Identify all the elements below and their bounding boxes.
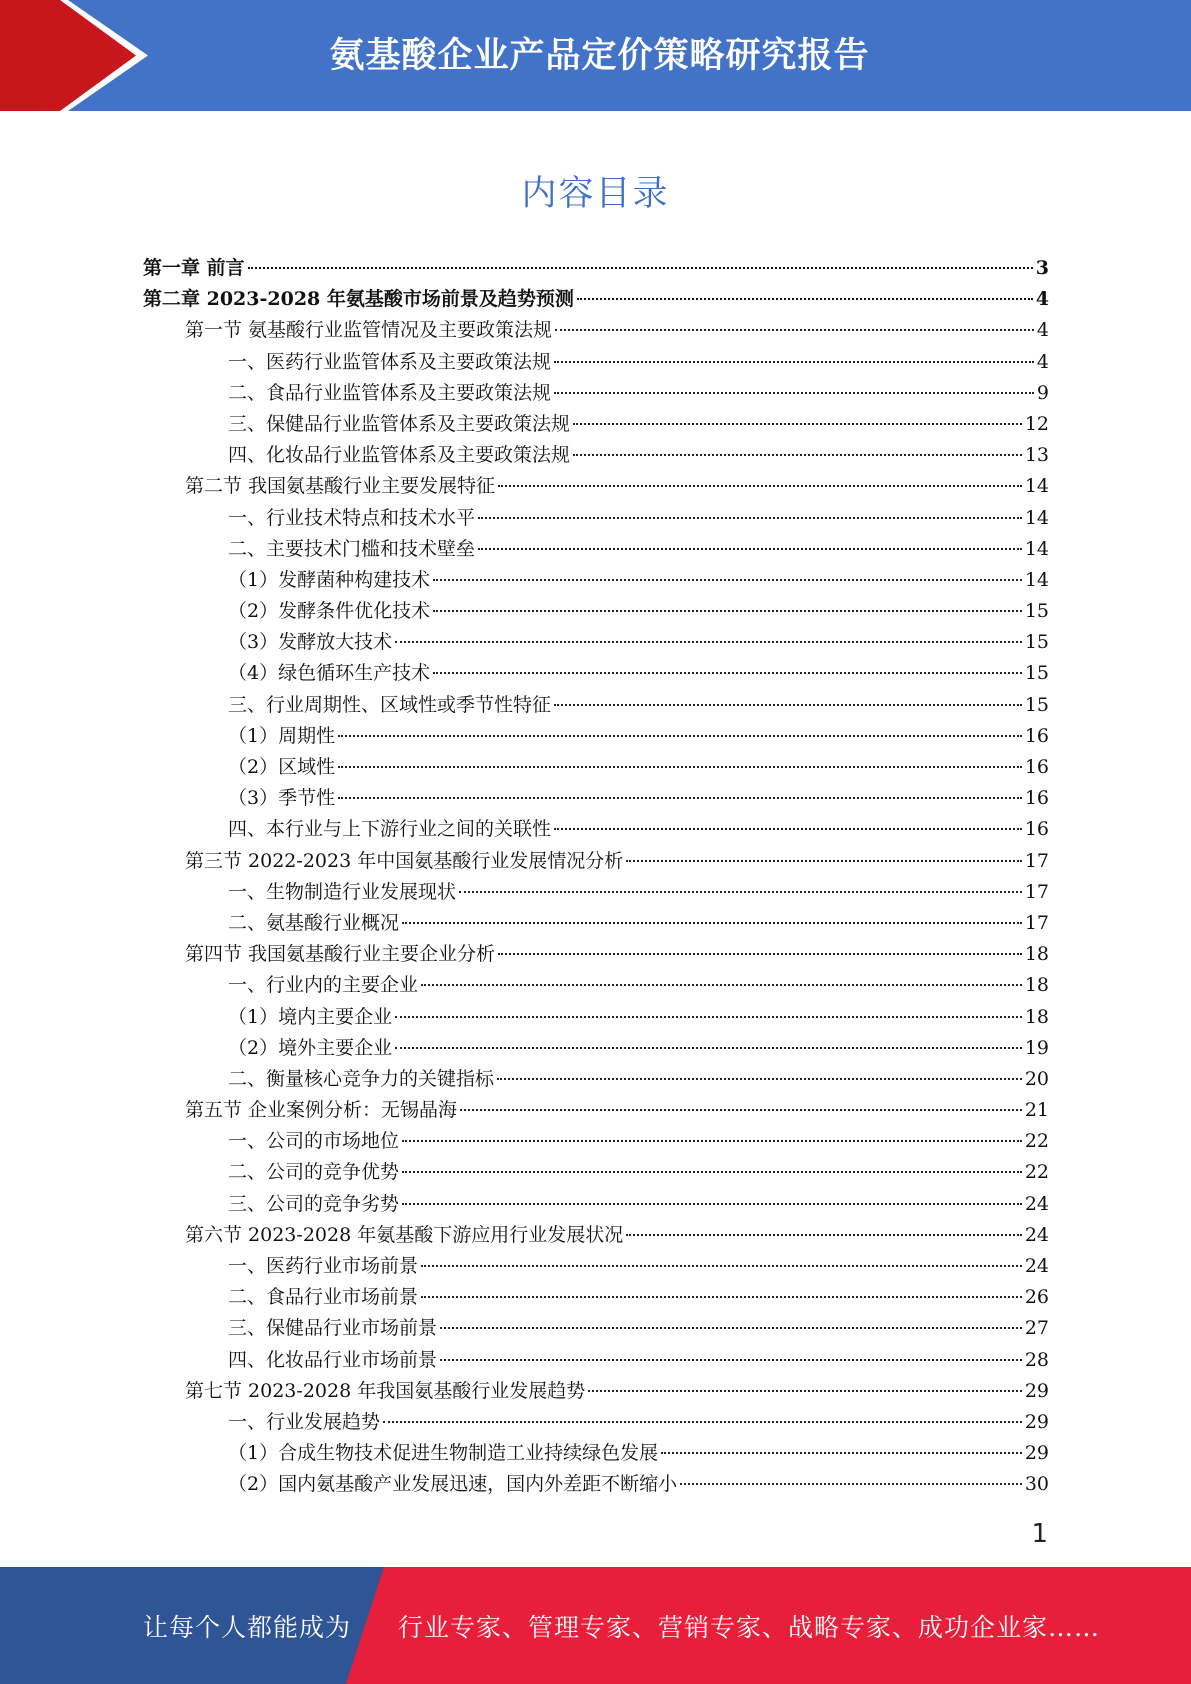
toc-entry[interactable] [143,1345,1049,1376]
toc-entry[interactable] [143,503,1049,534]
toc-entry[interactable] [143,970,1049,1001]
toc-entry-label: 二、公司的竞争优势 [228,1161,400,1184]
toc-entry-page: 9 [1036,381,1049,404]
toc-dot-leader [577,298,1033,300]
toc-entry-label: 一、行业技术特点和技术水平 [228,506,476,529]
toc-entry[interactable] [143,347,1049,378]
toc-entry[interactable] [143,846,1049,877]
toc-dot-leader [248,267,1033,269]
toc-entry[interactable] [143,440,1049,471]
table-of-contents [143,253,1049,1501]
toc-entry-label: 一、行业内的主要企业 [228,974,419,997]
footer-slogan-right: 行业专家、管理专家、营销专家、战略专家、成功企业家…… [398,1613,1101,1642]
toc-entry-page: 17 [1024,880,1049,903]
toc-entry-label: 四、化妆品行业监管体系及主要政策法规 [228,444,571,467]
toc-entry-page: 26 [1024,1286,1049,1309]
toc-entry[interactable] [143,721,1049,752]
toc-dot-leader [478,517,1022,519]
toc-dot-leader [395,1047,1022,1049]
toc-dot-leader [555,329,1034,331]
toc-entry-label: （4）绿色循环生产技术 [228,662,431,685]
toc-entry-page: 27 [1024,1317,1049,1340]
page-number: 1 [1031,1519,1048,1549]
toc-entry-page: 4 [1035,288,1049,311]
toc-entry[interactable] [143,1313,1049,1344]
toc-dot-leader [573,454,1022,456]
toc-entry[interactable] [143,253,1049,284]
toc-entry-page: 20 [1024,1067,1049,1090]
toc-entry-page: 14 [1024,568,1049,591]
toc-entry[interactable] [143,1220,1049,1251]
toc-dot-leader [421,1265,1022,1267]
toc-entry-page: 15 [1024,631,1049,654]
toc-dot-leader [402,1203,1022,1205]
footer-slogan-left: 让每个人都能成为 [143,1613,352,1642]
toc-entry-label: 第一节 氨基酸行业监管情况及主要政策法规 [185,319,553,342]
toc-entry-page: 16 [1024,756,1049,778]
toc-entry[interactable] [143,1282,1049,1313]
toc-entry-page: 14 [1024,475,1049,498]
toc-entry[interactable] [143,1438,1049,1469]
toc-entry-page: 16 [1024,818,1049,841]
toc-entry-label: （3）季节性 [228,787,336,810]
toc-dot-leader [459,891,1022,893]
toc-entry-page: 29 [1024,1442,1049,1465]
toc-dot-leader [421,984,1022,986]
toc-entry[interactable] [143,752,1049,783]
toc-dot-leader [402,1171,1022,1173]
toc-entry-page: 18 [1024,1005,1049,1028]
toc-dot-leader [383,1421,1022,1423]
toc-entry[interactable] [143,1407,1049,1438]
toc-dot-leader [498,485,1022,487]
toc-entry-label: （2）境外主要企业 [228,1036,393,1059]
toc-dot-leader [433,672,1022,674]
toc-entry[interactable] [143,409,1049,440]
toc-entry[interactable] [143,1469,1049,1500]
toc-entry-page: 14 [1024,537,1049,560]
toc-entry-label: 第二节 我国氨基酸行业主要发展特征 [185,475,496,498]
toc-entry[interactable] [143,565,1049,596]
toc-dot-leader [395,1016,1022,1018]
toc-dot-leader [433,579,1022,581]
toc-entry-label: 三、保健品行业监管体系及主要政策法规 [228,412,571,435]
toc-entry-page: 18 [1024,943,1049,966]
toc-dot-leader [478,548,1022,550]
toc-entry[interactable] [143,690,1049,721]
toc-entry-page: 15 [1024,693,1049,716]
toc-dot-leader [402,922,1022,924]
toc-entry-label: （1）周期性 [228,724,336,747]
toc-entry-page: 15 [1024,600,1049,623]
toc-entry-page: 17 [1024,849,1049,872]
toc-entry-page: 18 [1024,974,1049,997]
toc-entry-label: 第四节 我国氨基酸行业主要企业分析 [185,943,496,966]
toc-dot-leader [440,1359,1022,1361]
toc-entry[interactable] [143,1189,1049,1220]
toc-entry-page: 24 [1024,1223,1049,1246]
toc-entry-label: 一、医药行业监管体系及主要政策法规 [228,350,552,373]
toc-entry-page: 13 [1024,444,1049,467]
toc-entry-label: （2）国内氨基酸产业发展迅速，国内外差距不断缩小 [228,1473,678,1496]
toc-entry[interactable] [143,1157,1049,1188]
toc-entry-label: 一、医药行业市场前景 [228,1255,419,1277]
toc-dot-leader [680,1483,1022,1485]
toc-dot-leader [554,361,1034,363]
toc-dot-leader [588,1390,1022,1392]
toc-entry-page: 4 [1036,319,1049,342]
toc-entry[interactable] [143,1251,1049,1282]
header-banner [0,0,1191,111]
toc-entry[interactable] [143,877,1049,908]
toc-dot-leader [554,392,1034,394]
toc-entry-page: 12 [1024,412,1049,435]
toc-entry[interactable] [143,783,1049,814]
toc-entry[interactable] [143,658,1049,689]
toc-entry[interactable] [143,315,1049,346]
toc-entry-label: （3）发酵放大技术 [228,631,393,654]
toc-entry-page: 30 [1024,1473,1049,1496]
toc-entry-label: 二、氨基酸行业概况 [228,911,400,934]
toc-entry-label: 二、食品行业监管体系及主要政策法规 [228,381,552,404]
toc-entry-page: 16 [1024,787,1049,810]
toc-entry[interactable] [143,627,1049,658]
toc-entry-page: 21 [1024,1099,1049,1122]
toc-entry-page: 22 [1024,1130,1049,1153]
report-title: 氨基酸企业产品定价策略研究报告 [329,36,870,76]
toc-dot-leader [460,1109,1022,1111]
toc-entry[interactable] [143,378,1049,409]
toc-entry-page: 28 [1024,1348,1049,1371]
toc-entry-page: 3 [1035,257,1049,279]
toc-entry-page: 24 [1024,1255,1049,1277]
toc-entry-label: 第七节 2023-2028 年我国氨基酸行业发展趋势 [185,1379,586,1402]
toc-entry-page: 24 [1024,1192,1049,1215]
toc-entry-label: 第六节 2023-2028 年氨基酸下游应用行业发展状况 [185,1223,624,1246]
toc-entry[interactable] [143,1126,1049,1157]
toc-entry-label: 一、生物制造行业发展现状 [228,880,457,903]
toc-dot-leader [433,610,1022,612]
toc-entry[interactable] [143,1376,1049,1407]
toc-dot-leader [421,1296,1022,1298]
toc-entry-page: 4 [1036,350,1049,373]
toc-entry-label: （1）合成生物技术促进生物制造工业持续绿色发展 [228,1442,659,1465]
toc-dot-leader [554,704,1022,706]
toc-entry[interactable] [143,939,1049,970]
toc-dot-leader [338,735,1022,737]
toc-entry[interactable] [143,814,1049,845]
toc-entry[interactable] [143,534,1049,565]
toc-entry-label: 三、行业周期性、区域性或季节性特征 [228,693,552,716]
toc-dot-leader [626,1234,1022,1236]
toc-dot-leader [395,641,1022,643]
toc-dot-leader [661,1452,1022,1454]
toc-entry-label: （1）发酵菌种构建技术 [228,568,431,591]
toc-entry[interactable] [143,1002,1049,1033]
toc-entry-label: 二、衡量核心竞争力的关键指标 [228,1067,495,1090]
toc-dot-leader [338,797,1022,799]
toc-entry-label: 二、食品行业市场前景 [228,1286,419,1309]
toc-entry-label: 第一章 前言 [143,257,245,279]
toc-entry[interactable] [143,1064,1049,1095]
toc-entry-page: 14 [1024,506,1049,529]
toc-entry-label: 四、本行业与上下游行业之间的关联性 [228,818,552,841]
toc-entry-page: 22 [1024,1161,1049,1184]
toc-dot-leader [402,1140,1022,1142]
toc-entry-label: 第五节 企业案例分析：无锡晶海 [185,1099,458,1122]
toc-dot-leader [573,423,1022,425]
toc-entry-label: 三、保健品行业市场前景 [228,1317,438,1340]
toc-entry-page: 29 [1024,1410,1049,1433]
toc-entry[interactable] [143,471,1049,502]
toc-entry-label: 二、主要技术门槛和技术壁垒 [228,537,476,560]
toc-entry-label: （2）发酵条件优化技术 [228,600,431,623]
toc-entry-label: 第三节 2022-2023 年中国氨基酸行业发展情况分析 [185,849,624,872]
toc-entry[interactable] [143,1095,1049,1126]
toc-entry-label: 三、公司的竞争劣势 [228,1192,400,1215]
toc-entry[interactable] [143,1033,1049,1064]
toc-entry-page: 19 [1024,1036,1049,1059]
toc-entry-label: 一、行业发展趋势 [228,1410,381,1433]
toc-dot-leader [498,953,1022,955]
toc-entry-label: 第二章 2023-2028 年氨基酸市场前景及趋势预测 [143,288,574,311]
toc-entry-page: 16 [1024,724,1049,747]
toc-entry-label: （2）区域性 [228,756,336,778]
toc-dot-leader [338,766,1022,768]
toc-entry-page: 15 [1024,662,1049,685]
footer-banner [0,1567,1191,1684]
toc-dot-leader [497,1078,1022,1080]
toc-entry[interactable] [143,596,1049,627]
toc-dot-leader [554,828,1022,830]
toc-entry[interactable] [143,284,1049,315]
toc-heading: 内容目录 [521,174,670,214]
toc-entry-page: 17 [1024,911,1049,934]
toc-entry-label: 一、公司的市场地位 [228,1130,400,1153]
toc-dot-leader [440,1327,1022,1329]
toc-entry-label: （1）境内主要企业 [228,1005,393,1028]
toc-entry[interactable] [143,908,1049,939]
toc-entry-label: 四、化妆品行业市场前景 [228,1348,438,1371]
toc-dot-leader [626,860,1022,862]
toc-entry-page: 29 [1024,1379,1049,1402]
